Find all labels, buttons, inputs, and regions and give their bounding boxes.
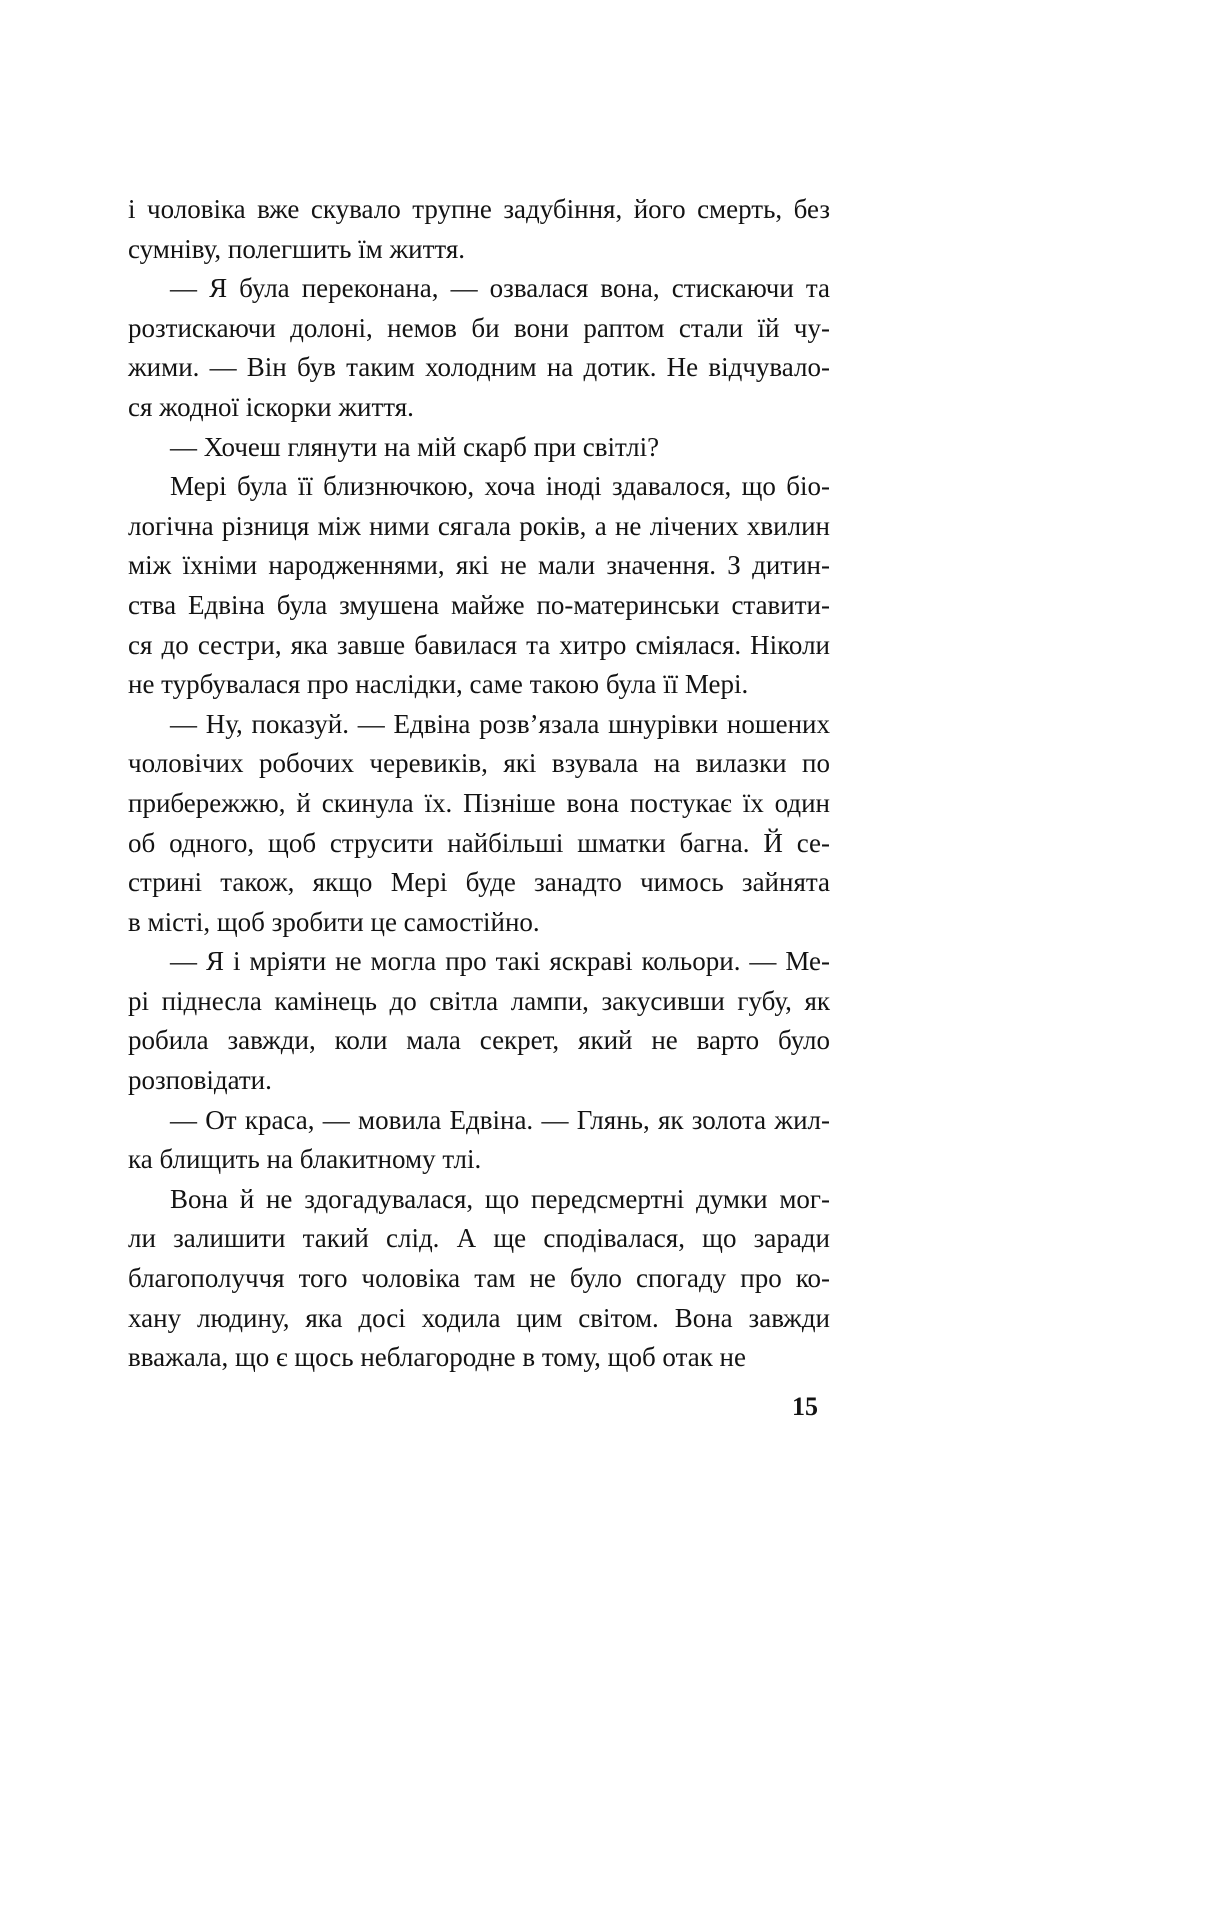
page-number: 15 <box>792 1392 818 1421</box>
text-line: не турбувалася про наслідки, саме такою була її Мері. <box>128 669 749 700</box>
text-line: в місті, щоб зробити це самостійно. <box>128 906 540 937</box>
paragraph <box>128 1180 830 1378</box>
text-line: ся жодної іскорки життя. <box>128 391 414 422</box>
text-line: робила завжди, коли мала секрет, який не варто було <box>128 1025 830 1056</box>
text-line: рі піднесла камінець до світла лампи, закусивши губу, як <box>128 985 830 1016</box>
text-line: — Я і мріяти не могла про такі яскраві кольори. — Ме- <box>170 946 830 977</box>
text-line: розповідати. <box>128 1065 272 1096</box>
paragraph <box>128 269 830 427</box>
text-line: логічна різниця між ними сягала років, а не лічених хвилин <box>128 510 830 541</box>
paragraph <box>128 467 830 705</box>
text-line: об одного, щоб струсити найбільші шматки багна. Й се- <box>128 827 830 858</box>
text-line: — Я була переконана, — озвалася вона, стискаючи та <box>170 273 830 304</box>
text-line: стрині також, якщо Мері буде занадто чимось зайнята <box>128 867 830 898</box>
text-line: між їхніми народженнями, які не мали значення. З дитин- <box>128 550 830 581</box>
text-line: вважала, що є щось неблагородне в тому, щоб отак не <box>128 1342 746 1373</box>
paragraph <box>128 190 830 269</box>
text-line: Вона й не здогадувалася, що передсмертні думки мог- <box>170 1183 830 1214</box>
text-line: — Хочеш глянути на мій скарб при світлі? <box>170 431 660 462</box>
text-line: жими. — Він був таким холодним на дотик. Не відчувало- <box>128 352 830 383</box>
text-line: хану людину, яка досі ходила цим світом. Вона завжди <box>128 1302 830 1333</box>
body-text <box>128 190 830 1378</box>
text-line: ства Едвіна була змушена майже по-материнськи ставити- <box>128 589 830 620</box>
paragraph <box>128 942 830 1100</box>
paragraph <box>128 428 830 468</box>
text-line: Мері була її близнючкою, хоча іноді здавалося, що біо- <box>170 471 830 502</box>
paragraph <box>128 1101 830 1180</box>
text-line: — От краса, — мовила Едвіна. — Глянь, як золота жил- <box>170 1104 830 1135</box>
text-line: прибережжю, й скинула їх. Пізніше вона постукає їх один <box>128 787 830 818</box>
text-line: розтискаючи долоні, немов би вони раптом стали їй чу- <box>128 312 830 343</box>
text-line: чоловічих робочих черевиків, які взувала на вилазки по <box>128 748 830 779</box>
text-line: благополуччя того чоловіка там не було спогаду про ко- <box>128 1263 830 1294</box>
text-line: ка блищить на блакитному тлі. <box>128 1144 482 1175</box>
paragraph <box>128 705 830 943</box>
text-line: сумніву, полегшить їм життя. <box>128 233 466 264</box>
text-line: ся до сестри, яка завше бавилася та хитро сміялася. Ніколи <box>128 629 830 660</box>
text-line: — Ну, показуй. — Едвіна розв’язала шнурівки ношених <box>170 708 830 739</box>
text-line: ли залишити такий слід. А ще сподівалася, що заради <box>128 1223 830 1254</box>
text-line: і чоловіка вже скувало трупне задубіння, його смерть, без <box>128 194 830 224</box>
